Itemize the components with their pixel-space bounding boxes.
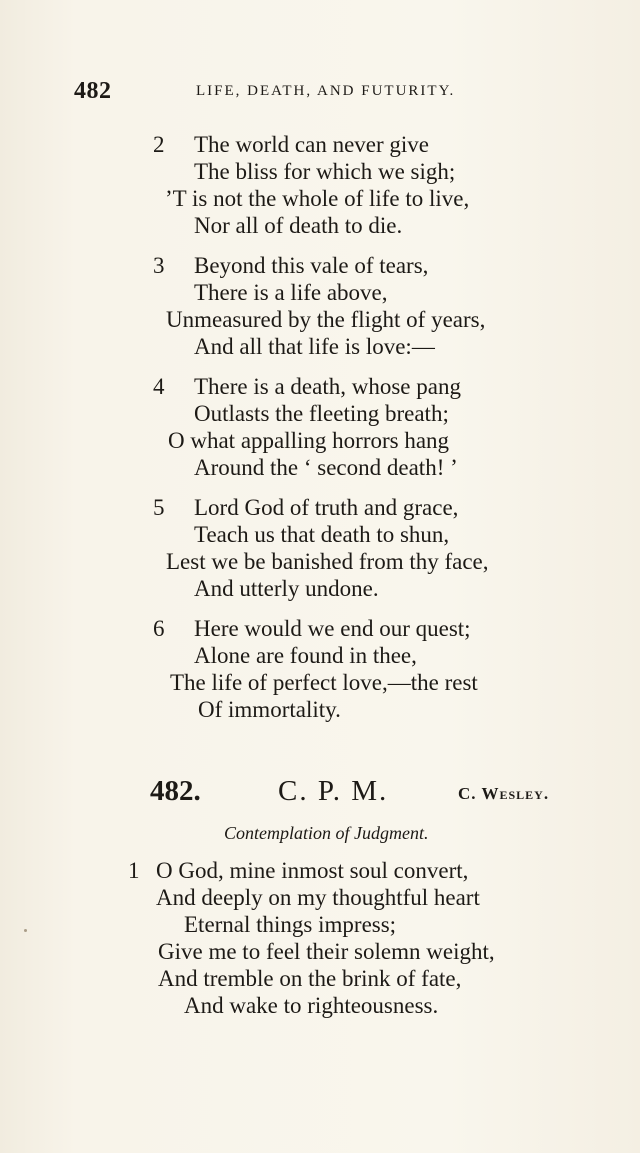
verse-line: The life of perfect love,—the rest (170, 670, 478, 695)
verse-line: And tremble on the brink of fate, (158, 966, 462, 991)
stanza-3 (0, 252, 640, 362)
stanza-2 (0, 131, 640, 241)
hymn-meter: C. P. M. (278, 775, 389, 807)
stanza-5 (0, 494, 640, 604)
verse-line: Nor all of death to die. (194, 213, 403, 238)
verse-line: The world can never give (194, 132, 430, 157)
verse-line: There is a life above, (194, 280, 388, 305)
verse-line: And wake to righteousness. (184, 993, 439, 1018)
stanza-number: 5 (153, 495, 165, 520)
verse-line: And utterly undone. (194, 576, 379, 601)
verse-line: Of immortality. (198, 697, 341, 722)
verse-line: O what appalling horrors hang (168, 428, 450, 453)
page-number: 482 (74, 78, 112, 104)
verse-line: The bliss for which we sigh; (194, 159, 456, 184)
stanza-number: 6 (153, 616, 165, 641)
verse-line: O God, mine inmost soul convert, (156, 858, 469, 883)
stanza-4 (0, 373, 640, 483)
verse-line: ’T is not the whole of life to live, (165, 186, 470, 211)
running-title: LIFE, DEATH, AND FUTURITY. (196, 83, 456, 99)
verse-line: There is a death, whose pang (194, 374, 461, 399)
hymn-heading (0, 775, 640, 815)
verse-line: Unmeasured by the flight of years, (166, 307, 486, 332)
verse-line: Here would we end our quest; (194, 616, 471, 641)
verse-line: And deeply on my thoughtful heart (156, 885, 480, 910)
verse-line: Lord God of truth and grace, (194, 495, 459, 520)
hymn-stanza-1 (0, 857, 640, 1022)
verse-line: Alone are found in thee, (194, 643, 417, 668)
verse-line: Beyond this vale of tears, (194, 253, 429, 278)
verse-line: Around the ‘ second death! ’ (194, 455, 458, 480)
hymn-subtitle: Contemplation of Judgment. (224, 823, 429, 843)
verse-line: Lest we be banished from thy face, (166, 549, 489, 574)
stanza-6 (0, 615, 640, 725)
verse-line: Eternal things impress; (184, 912, 397, 937)
paper-speck (24, 929, 27, 932)
stanza-number: 1 (128, 858, 140, 883)
hymn-author: C. Wesley. (458, 784, 550, 803)
hymn-number: 482. (150, 775, 201, 807)
verse-line: Outlasts the fleeting breath; (194, 401, 449, 426)
verse-line: Teach us that death to shun, (194, 522, 450, 547)
stanza-number: 4 (153, 374, 165, 399)
stanza-number: 3 (153, 253, 165, 278)
running-head (74, 78, 520, 110)
verse-line: Give me to feel their solemn weight, (158, 939, 495, 964)
verse-line: And all that life is love:— (194, 334, 435, 359)
stanza-number: 2 (153, 132, 165, 157)
